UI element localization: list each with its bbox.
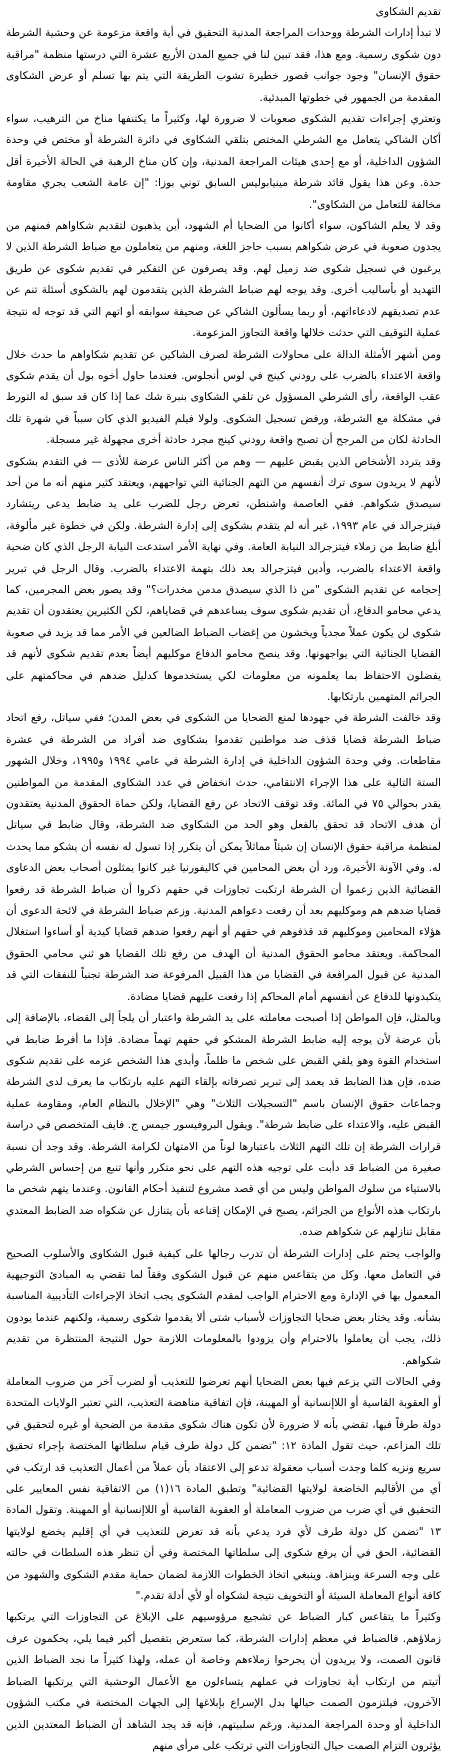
section-heading: تقديم الشكاوى xyxy=(375,6,441,18)
paragraph-8: والواجب يحتم على إدارات الشرطة أن تدرب رجالها على كيفية قبول الشكاوى والأسلوب الصحيح في التعامل معها. وكل من يتقاعس منهم عن قبول الشكوى وفقاً لما تقضي به المبادئ التوجيهية المعمول بها في الإدارة ومع الاحترام الواجب لمقدم الشكوى يجب اتخاذ الإجراءات التأديبية المناسبة بشأنه. وقد يختار بعض ضحايا التجاوزات لأسباب شتى ألا يقدموا شكوى رسمية، ولكنهم عندما يودون ذلك، يجب أن يعاملوا بالاحترام وأن يزودوا بالمعلومات اللازمة حول النتيجة المنتظرة من تقديم شكواهم. xyxy=(6,1247,441,1367)
paragraph-1: لا تبدأ إدارات الشرطة ووحدات المراجعة المدنية التحقيق في أية واقعة مزعومة عن وحشية الشرطة دون شكوى رسمية. ومع هذا، فقد تبين لنا في جميع المدن الأربع عشرة التي درستها منظمة "مراقبة حقوق الإنسان" وجود جوانب قصور خطيرة تشوب الطريقة التي يتم بها تسلم أو عرض الشكاوى المقدمة من الجمهور في خطوتها المبدئية. xyxy=(6,27,441,104)
paragraph-7: وبالمثل، فإن المواطن إذا أصبحت معاملته على يد الشرطة واعتبار أن يلجأ إلى القضاء، بالإضافة إلى بأن عرضة لأن يوجه إليه ضابط الشرطة المشكو في حقهم تهماً مضادة. فإذا ما أفرط ضابط في استخدام القوة وهو يلقي القبض على شخص ما ظلماً، وأبدى هذا الشخص عزمه على تقديم شكوى ضده، فإن هذا الضابط قد يعمد إلى تبرير تصرفاته بإلقاء التهم عليه بارتكاب ما يعرف لدى الشرطة وجماعات حقوق الإنسان باسم "التسجيلات الثلاث" وهي "الإخلال بالنظام العام، ومقاومة عملية القبض عليه، والاعتداء على ضابط شرطة". ويقول البروفيسور جيمس ج. فايف المتخصص في دراسة قرارات الشرطة إن تلك التهم الثلاث باعتبارها لوناً من الامتهان لكرامة الشرطة. وقد وجد أن نسبة صغيرة من الضباط قد دأبت على توجيه هذه التهم على نحو متكرر وأنها تنبع من إحساس الشرطي بالاستياء من سلوك المواطن وليس من أي قصد مشروع لتنفيذ أحكام القانون. وعندما يتهم شخص ما بارتكاب هذه الأنواع من الجرائم، يصبح في الإمكان إقناعه بأن يتنازل عن شكواه ضد الضابط المعتدي مقابل تنازلهم عن شكواهم ضده. xyxy=(6,1012,441,1239)
paragraph-6: وقد خالفت الشرطة في جهودها لمنع الضحايا من الشكوى في بعض المدن؛ ففي سياتل، رفع اتحاد ضباط الشرطة قضايا قذف ضد مواطنين تقدموا بشكاوى ضد أفراد من الشرطة في عشرة مقاطعات. وفي وحدة الشؤون الداخلية في إدارة الشرطة في عامي ١٩٩٤ و١٩٩٥، وخلال الشهور الستة التالية على هذا الإجراء الانتقامي، حدث انخفاض في عدد الشكاوى المقدمة من المواطنين يقدر بحوالي ٧٥ في المائة. وقد توقف الاتحاد عن رفع القضايا، ولكن حماة الحقوق المدنية يعتقدون أن هدف الاتحاد قد تحقق بالفعل وهو الحد من الشكاوى ضد الشرطة، وقال ضابط في سياتل لمنظمة مراقبة حقوق الإنسان إن شيئاً مماثلاً يمكن أن يتكرر إذا تسول له نفسه أن يشكو مما يحدث له. وفي الآونة الأخيرة، ورد أن بعض المحامين في كاليفورنيا غير كانوا يمثلون أصحاب بعض الدعاوى القضائية الذين زعموا أن الشرطة ارتكبت تجاوزات في حقهم ذكروا أن ضباط الشرطة قد رفعوا قضايا ضدهم هم وموكليهم بعد أن رفعت دعواهم المدنية. وزعم ضباط الشرطة في لائحة الدعوى أن هؤلاء المحامين وموكليهم قد قذفوهم في حقهم أو أنهم رفعوا ضدهم قضايا كيدية أو أساءوا استغلال المحاكمة. ويعتقد محامو الحقوق المدنية أن الهدف من رفع تلك القضايا هو ثني محامي الحقوق المدنية عن قبول المرافعة في القضايا من هذا القبيل المرفوعة ضد الشرطة تجنباً للنفقات التي قد يتكبدونها للدفاع عن أنفسهم أمام المحاكم إذا رفعت عليهم قضايا مضادة. xyxy=(6,712,441,1003)
paragraph-10: وكثيراً ما يتقاعس كبار الضباط عن تشجيع مرؤوسيهم على الإبلاغ عن التجاوزات التي يرتكبها زملاؤهم. فالضباط في معظم إدارات الشرطة، كما ستعرض بتفصيل أكبر فيما يلي، يحكمون عرف قانون الصمت، ولا يريدون أن يجرحوا زملاءهم وخاصة أن عمله، ولهذا كثيراً ما نجد الضباط الذين أتيتم من ارتكاب أية تجاوزات في عملهم يتساءلون مع الأعمال الوحشية التي يرتكبها الضباط الآخرون، فيلتزمون الصمت حيالها بدل الإسراع بإبلاغها إلى الجهات المختصة في مكتب الشؤون الداخلية أو وحدة المراجعة المدنية. ورغم سلبيتهم، فإنه قد يجد الشاهد أن الضباط المعتدين الذين يؤثرون التزام الصمت حيال التجاوزات التي ترتكب على مرأى منهم xyxy=(6,1611,441,1752)
paragraph-3: وقد لا يعلم الشاكون، سواء أكانوا من الضحايا أم الشهود، أين يذهبون لتقديم شكاواهم فمنهم من يجدون صعوبة في عرض شكواهم بسبب حاجز اللغة، ومنهم من يتعاملون مع ضباط الشرطة الذين لا يرغبون في تسجيل شكوى ضد زميل لهم. وقد يصرفون عن التفكير في تقديم شكوى عن طريق التهديد أو بأساليب أخرى. وقد يوجه لهم ضباط الشرطة الذين يتقدمون لهم بالشكوى أسئلة تنم عن عدم تصديقهم لادعاءاتهم، أو ربما يسألون الشاكي عن صحيفة سوابقه أو اتهم التي قد توجه له نتيجة عملية التوقيف التي حدثت خلالها واقعة التجاوز المزعومة. xyxy=(6,220,441,340)
paragraph-9: وفي الحالات التي يزعم فيها بعض الضحايا أنهم تعرضوا للتعذيب أو لضرب آخر من ضروب المعاملة أو العقوبة القاسية أو اللاإنسانية أو المهينة، فإن اتفاقية مناهضة التعذيب، التي تعتبر الولايات المتحدة دولة طرفاً فيها، تقضي بأنه لا ضرورة لأن تكون هناك شكوى مقدمة من الضحية أو غيره لتحقيق في تلك المزاعم، حيث تقول المادة ١٢: "تضمن كل دولة طرف قيام سلطاتها المختصة بإجراء تحقيق سريع ونزيه كلما وجدت أسباب معقولة تدعو إلى الاعتقاد بأن عملاً من أعمال التعذيب قد ارتكب في أي من الأقاليم الخاضعة لولايتها القضائية" وتطبق المادة ١٦(١) من الاتفاقية نفس المعايير على التحقيق في أي ضرب من ضروب المعاملة أو العقوبة القاسية أو اللاإنسانية أو المهينة. وتقول المادة ١٣ "تضمن كل دولة طرف لأي فرد يدعي بأنه قد تعرض للتعذيب في أي إقليم يخضع لولايتها القضائية، الحق في أن يرفع شكوى إلى سلطاتها المختصة وفي أن تنظر هذه السلطات في حالته على وجه السرعة وبنزاهة. وينبغي اتخاذ الخطوات اللازمة لضمان حماية مقدم الشكوى والشهود من كافة أنواع المعاملة السيئة أو التخويف نتيجة لشكواه أو لأي أدلة تقدم." xyxy=(6,1376,442,1603)
paragraph-4: ومن أشهر الأمثلة الدالة على محاولات الشرطة لصرف الشاكين عن تقديم شكاواهم ما حدث خلال واقعة الاعتداء بالضرب على رودني كينج في لوس أنجلوس. فعندما حاول أخوه بول أن يقدم شكوى عقب الواقعة، رأى الشرطي المسؤول عن تلقي الشكاوى بنبرة شك عما إذا كان قد سبق له التورط في مشكلة مع الشرطة، ورفض تسجيل الشكوى. ولولا فيلم الفيديو الذي كان سبباً في شهرة تلك الحادثة لكان من المرجح أن تصبح واقعة رودني كينج مجرد حادثة أخرى مجهولة غير مسجلة. xyxy=(6,348,441,447)
paragraph-2: وتعتري إجراءات تقديم الشكوى صعوبات لا ضرورة لها، وكثيراً ما يكتنفها مناخ من الترهيب، سواء أكان الشاكي يتعامل مع الشرطي المختص بتلقي الشكاوى في دائرة الشرطة أو مختص في وحدة الشؤون الداخلية، أو مع إحدى هيئات المراجعة المدنية، وإن كان مناخ الرهبة في الحالة الأخيرة أقل حدة. وعن هذا يقول قائد شرطة مينيابوليس السابق توني بوزا: "إن عامة الشعب يجري مقاومة مخالفة للتعامل من الشكاوى". xyxy=(6,113,441,211)
paragraph-5: وقد يتردد الأشخاص الذين يقبض عليهم — وهم من أكثر الناس عرضة للأذى — في التقدم بشكوى لأنهم لا يريدون سوى ترك أنفسهم من التهم الجنائية التي تواجههم، ويعتقد كثير منهم أنه ما من أحد سيصدق شكواهم. ففي العاصمة واشنطن، تعرض رجل للضرب على يد ضابط يدعى ريتشارد فيتزجرالد في عام ١٩٩٣، غير أنه لم يتقدم بشكوى إلى إدارة الشرطة. ولكن في خطوة غير مألوفة، أبلغ ضابط من زملاء فيتزجرالد النيابة العامة. وفي نهاية الأمر استدعت النيابة الرجل الذي كان ضحية واقعة الاعتداء بالضرب، وأدين فيتزجرالد بعد ذلك بتهمة الاعتداء بالضرب. وقال الرجل في تبرير إحجامه عن تقديم الشكوى "من ذا الذي سيصدق مدمن مخدرات؟" وقد يصور بعض المجرمين، كما يدعي محامو الدفاع، أن تقديم شكوى سوف يساعدهم في قضاياهم، لكن الكثيرين يعتقدون أن تقديم شكوى لن يكون عملاً مجدياً ويخشون من إغضاب الضباط الضالعين في الأمر مما قد يزيد في صعوبة القضايا الجنائية التي يواجهونها. وقد ينصح محامو الدفاع موكليهم أيضاً بعدم تقديم شكوى لأنهم قد يفضلون الاحتفاظ بما يعلمونه من معلومات لكي يستخدموها كدليل ضدهم في محاكمتهم على الجرائم المتهمين بارتكابها. xyxy=(6,455,441,703)
